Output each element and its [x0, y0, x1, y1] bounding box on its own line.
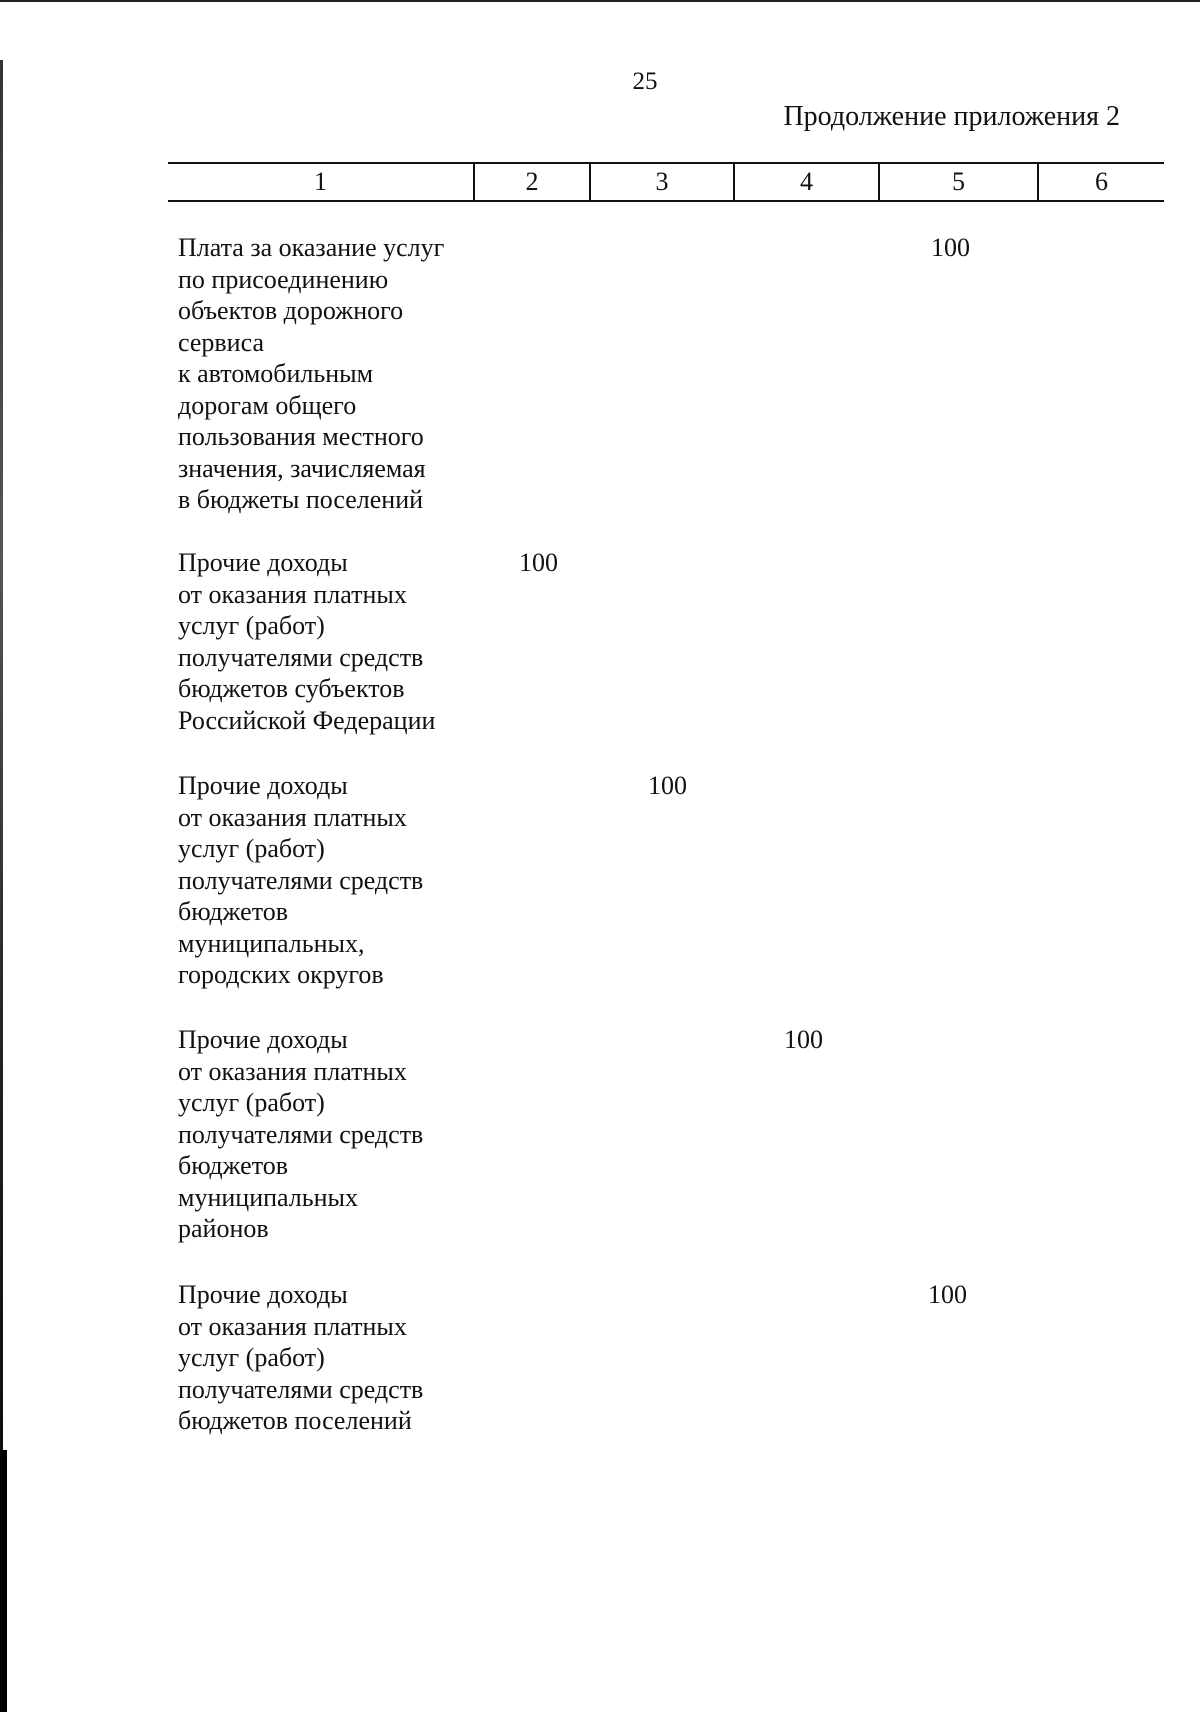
description-line: Плата за оказание услуг: [178, 233, 445, 262]
page-number: 25: [632, 68, 658, 95]
description-line: бюджетов поселений: [178, 1406, 412, 1435]
column-number-2: 2: [473, 164, 589, 200]
description-line: получателями средств: [178, 1119, 424, 1149]
appendix-continuation-note: Продолжение приложения 2: [783, 101, 1120, 132]
description-line: получателями средств: [178, 1374, 424, 1404]
description-line: в бюджеты поселений: [178, 485, 424, 514]
table-row-description: [178, 232, 488, 516]
description-line: Прочие доходы: [178, 1280, 348, 1309]
description-line: от оказания платных: [178, 1056, 407, 1086]
description-line: городских округов: [178, 960, 384, 989]
table-row-description: [178, 1024, 488, 1245]
description-line: Прочие доходы: [178, 771, 348, 800]
scan-edge-top: [0, 0, 1200, 2]
table-cell-value: 100: [519, 548, 558, 577]
description-line: дорогам общего: [178, 390, 357, 420]
table-cell-value: 100: [784, 1025, 823, 1054]
table-row-description: [178, 547, 488, 736]
description-line: бюджетов: [178, 1151, 289, 1180]
description-line: бюджетов субъектов: [178, 674, 405, 703]
description-line: значения, зачисляемая: [178, 453, 426, 483]
table-cell-value: 100: [931, 233, 970, 262]
description-line: услуг (работ): [178, 1343, 325, 1372]
table-cell-value: 100: [648, 771, 687, 800]
description-line: услуг (работ): [178, 611, 325, 640]
description-line: объектов дорожного: [178, 296, 404, 325]
description-line: бюджетов: [178, 897, 289, 926]
column-number-4: 4: [733, 164, 878, 200]
column-number-1: 1: [314, 167, 327, 196]
description-line: получателями средств: [178, 865, 424, 895]
description-line: получателями средств: [178, 642, 424, 672]
column-number-header: [168, 162, 1164, 202]
description-line: к автомобильным: [178, 359, 374, 388]
description-line: Прочие доходы: [178, 1025, 348, 1054]
description-line: от оказания платных: [178, 802, 407, 832]
description-line: услуг (работ): [178, 1088, 325, 1117]
description-line: услуг (работ): [178, 834, 325, 863]
description-line: от оказания платных: [178, 1311, 407, 1341]
description-line: пользования местного: [178, 422, 424, 451]
description-line: муниципальных: [178, 1182, 359, 1212]
description-line: Прочие доходы: [178, 548, 348, 577]
table-row-description: [178, 1279, 488, 1437]
column-number-5: 5: [878, 164, 1037, 200]
description-line: Российской Федерации: [178, 705, 436, 735]
description-line: по присоединению: [178, 264, 389, 294]
column-number-6: 6: [1037, 164, 1164, 200]
table-row-description: [178, 770, 488, 991]
description-line: муниципальных,: [178, 928, 365, 958]
scan-edge-left-dark: [0, 1450, 7, 1712]
description-line: районов: [178, 1214, 269, 1243]
column-number-3: 3: [589, 164, 733, 200]
description-line: сервиса: [178, 327, 264, 357]
description-line: от оказания платных: [178, 579, 407, 609]
table-cell-value: 100: [928, 1280, 967, 1309]
